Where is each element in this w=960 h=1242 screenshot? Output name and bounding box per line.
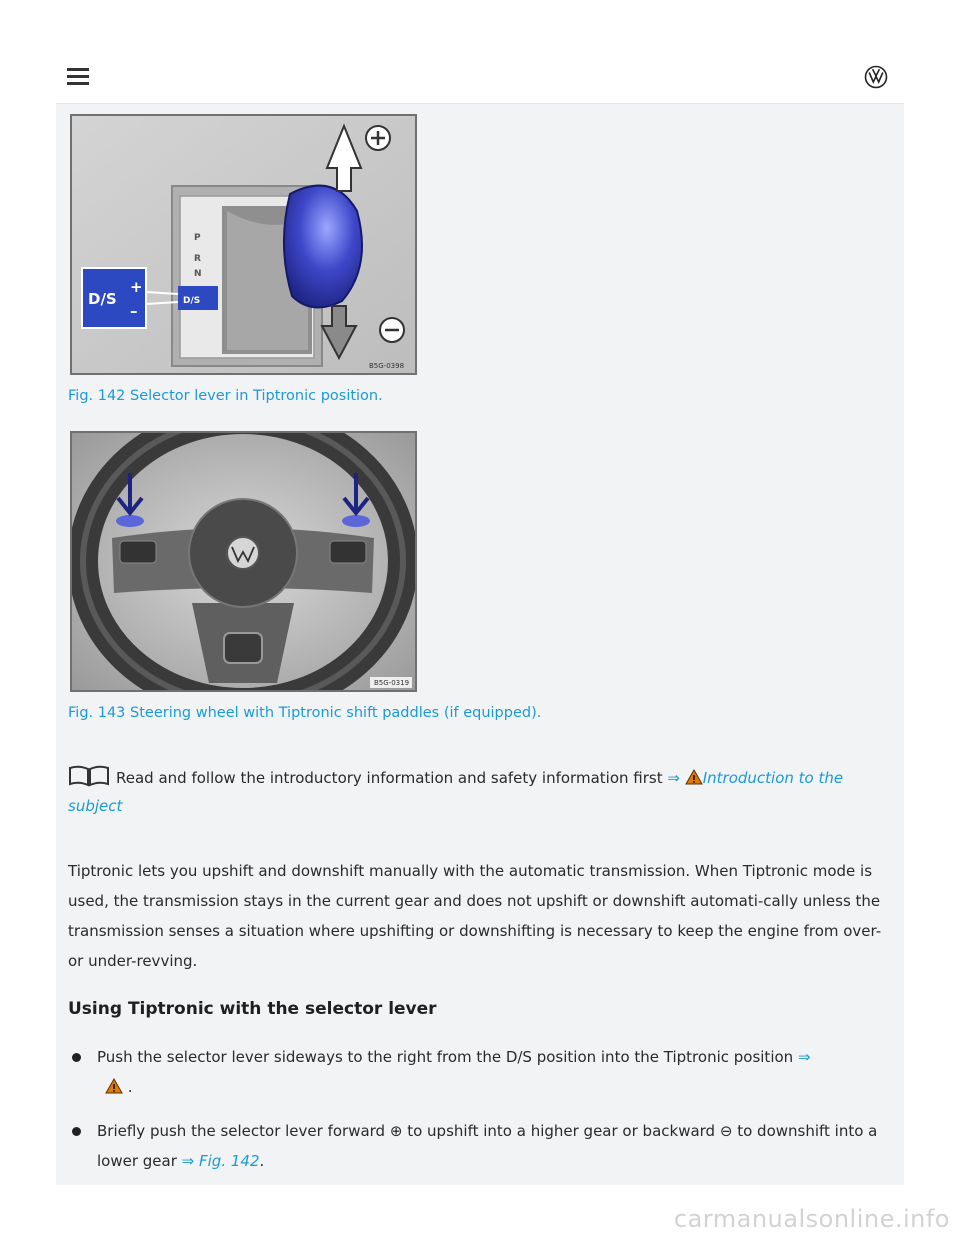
bullet-2-text-before: Briefly push the selector lever forward: [97, 1122, 386, 1140]
note-text: Read and follow the introductory information and safety information first: [116, 769, 663, 787]
book-icon: [68, 765, 110, 787]
bullet-dot: [72, 1053, 81, 1062]
figure-code-142: B5G-0398: [369, 362, 405, 370]
gear-label-minus: –: [130, 302, 138, 320]
figure-code-143: B5G-0319: [374, 679, 410, 687]
list-item: [68, 1042, 888, 1102]
bullet-dot: [72, 1127, 81, 1136]
figure-143-caption: Fig. 143 Steering wheel with Tiptronic shift paddles (if equipped).: [68, 705, 542, 721]
vw-logo-icon[interactable]: [864, 65, 888, 89]
bullet-2-suffix: .: [259, 1152, 265, 1170]
note-read-and-follow: [68, 764, 888, 820]
gear-label-plus: +: [130, 278, 143, 296]
intro-paragraph: Tiptronic lets you upshift and downshift manually with the automatic transmission. When Tiptronic mode is used, the transmission stays in the current gear and does not upshift or downshift automati-cally unless the transmission senses a situation where upshifting or downshifting is necessary to keep the engine from over- or under-revving.: [68, 862, 882, 970]
gear-label-p: P: [194, 233, 201, 243]
introduction-link[interactable]: Introduction to the subject: [68, 769, 844, 815]
bullet-1-suffix: .: [127, 1078, 133, 1096]
gear-label-ds-small: D/S: [183, 296, 201, 306]
content-panel: [56, 104, 904, 1185]
section-heading: Using Tiptronic with the selector lever: [68, 999, 437, 1019]
fig-142-link[interactable]: ⇒ Fig. 142: [181, 1152, 260, 1170]
minus-symbol: ⊖: [719, 1122, 733, 1140]
watermark: carmanualsonline.info: [673, 1205, 950, 1233]
list-item: [68, 1116, 888, 1176]
figure-steering-wheel: [70, 431, 417, 692]
figure-142-caption: Fig. 142 Selector lever in Tiptronic position.: [68, 388, 383, 404]
gear-label-n: N: [194, 269, 202, 279]
warning-triangle-icon: [685, 769, 703, 785]
note-arrow-link[interactable]: ⇒: [667, 769, 680, 787]
gear-label-r: R: [194, 254, 201, 264]
hamburger-menu-icon[interactable]: [66, 64, 92, 90]
bullet-1-arrow-link[interactable]: ⇒: [797, 1048, 811, 1066]
bullet-1-text: Push the selector lever sideways to the right from the D/S position into the Tiptronic position: [97, 1048, 794, 1066]
plus-symbol: ⊕: [389, 1122, 403, 1140]
figure-selector-lever: [70, 114, 417, 375]
top-bar: [56, 50, 904, 104]
gear-label-ds-callout: D/S: [88, 290, 117, 308]
warning-triangle-icon: [105, 1078, 123, 1094]
bullet-2-text-after: to downshift into a lower gear: [97, 1122, 878, 1170]
bullet-2-text-mid: to upshift into a higher gear or backward: [407, 1122, 716, 1140]
